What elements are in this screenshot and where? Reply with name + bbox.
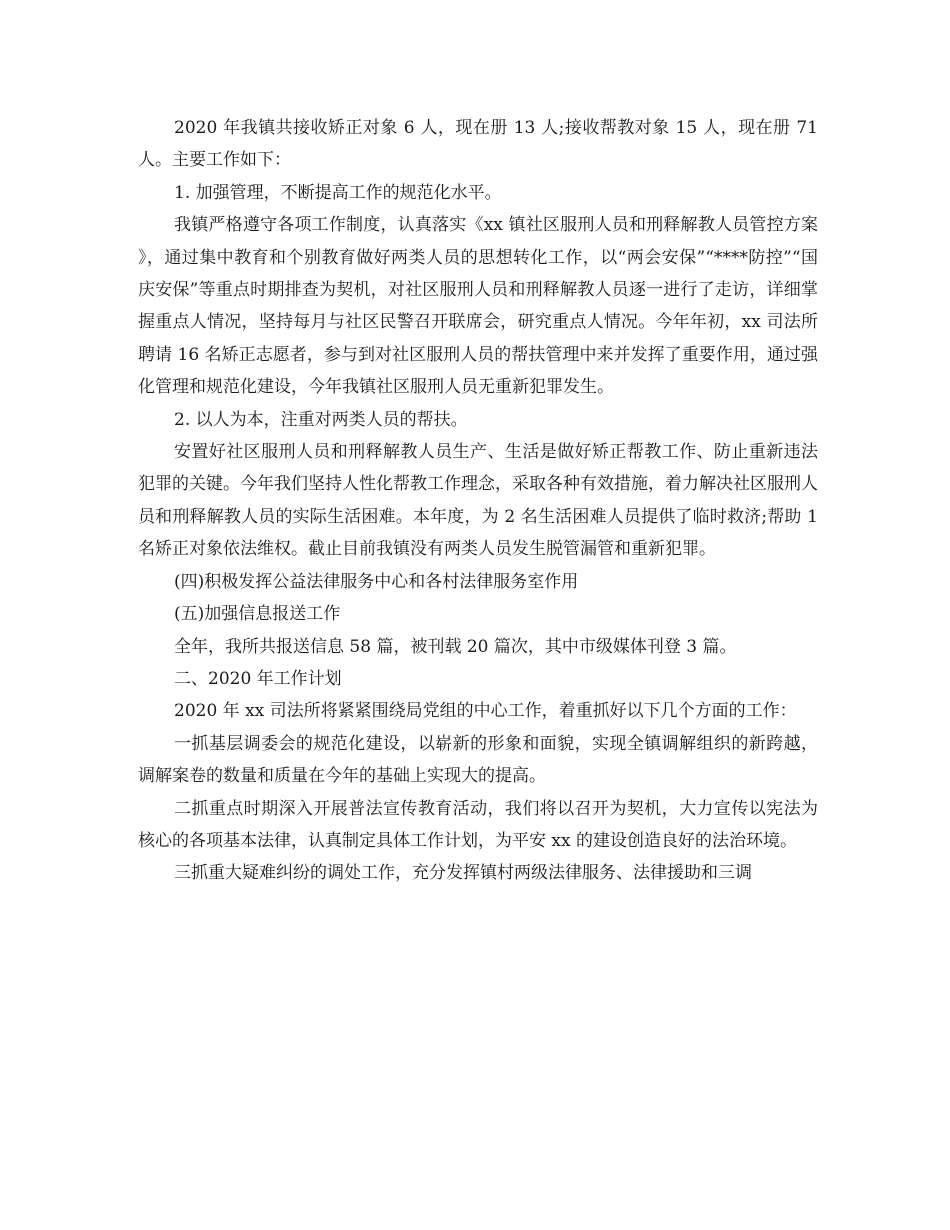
heading-work-plan: 二、2020 年工作计划	[174, 668, 342, 689]
paragraph-plan-item-3: 三抓重大疑难纠纷的调处工作，充分发挥镇村两级法律服务、法律援助和三调	[174, 863, 752, 884]
paragraph-plan-intro: 2020 年 xx 司法所将紧紧围绕局党组的中心工作，着重抓好以下几个方面的工作：	[174, 701, 797, 722]
paragraph-management: 我镇严格遵守各项工作制度，认真落实《xx 镇社区服刑人员和刑释解教人员管控方案 》，通过集中教育和个别教育做好两类人员的思想转化工作，以“两会安保”“****防控”“国庆安保”等重点时期排查为契机，对社区服刑人员和刑释解教人员逐一进行了走访，详细掌握重点人情况，坚持每月与社区民警召开联席会，研究重点人情况。今年年初，xx 司法所聘请 16 名矫正志愿者，参与到对社区服刑人员的帮扶管理中来并发挥了重要作用，通过强化管理和规范化建设，今年我镇社区服刑人员无重新犯罪发生。	[138, 215, 818, 398]
paragraph-plan-item-1: 一抓基层调委会的规范化建设，以崭新的形象和面貌，实现全镇调解组织的新跨越，调解案卷的数量和质量在今年的基础上实现大的提高。	[138, 733, 818, 787]
paragraph-intro-stats: 2020 年我镇共接收矫正对象 6 人，现在册 13 人;接收帮教对象 15 人，现在册 71 人。主要工作如下：	[138, 118, 818, 171]
heading-item-2: 2. 以人为本，注重对两类人员的帮扶。	[174, 409, 468, 430]
paragraph-plan-item-2: 二抓重点时期深入开展普法宣传教育活动，我们将以召开为契机，大力宣传以宪法为核心的各项基本法律，认真制定具体工作计划，为平安 xx 的建设创造良好的法治环境。	[138, 798, 818, 851]
paragraph-assistance: 安置好社区服刑人员和刑释解教人员生产、生活是做好矫正帮教工作、防止重新违法犯罪的关键。今年我们坚持人性化帮教工作理念，采取各种有效措施，着力解决社区服刑人员和刑释解教人员的实际生活困难。本年度，为 2 名生活困难人员提供了临时救济;帮助 1 名矫正对象依法维权。截止目前我镇没有两类人员发生脱管漏管和重新犯罪。	[138, 442, 818, 560]
document-body	[138, 112, 818, 890]
heading-section-5: (五)加强信息报送工作	[174, 604, 341, 625]
heading-section-4: (四)积极发挥公益法律服务中心和各村法律服务室作用	[174, 571, 579, 592]
paragraph-information-report: 全年，我所共报送信息 58 篇，被刊载 20 篇次，其中市级媒体刊登 3 篇。	[174, 636, 737, 657]
heading-item-1: 1. 加强管理，不断提高工作的规范化水平。	[174, 182, 502, 203]
